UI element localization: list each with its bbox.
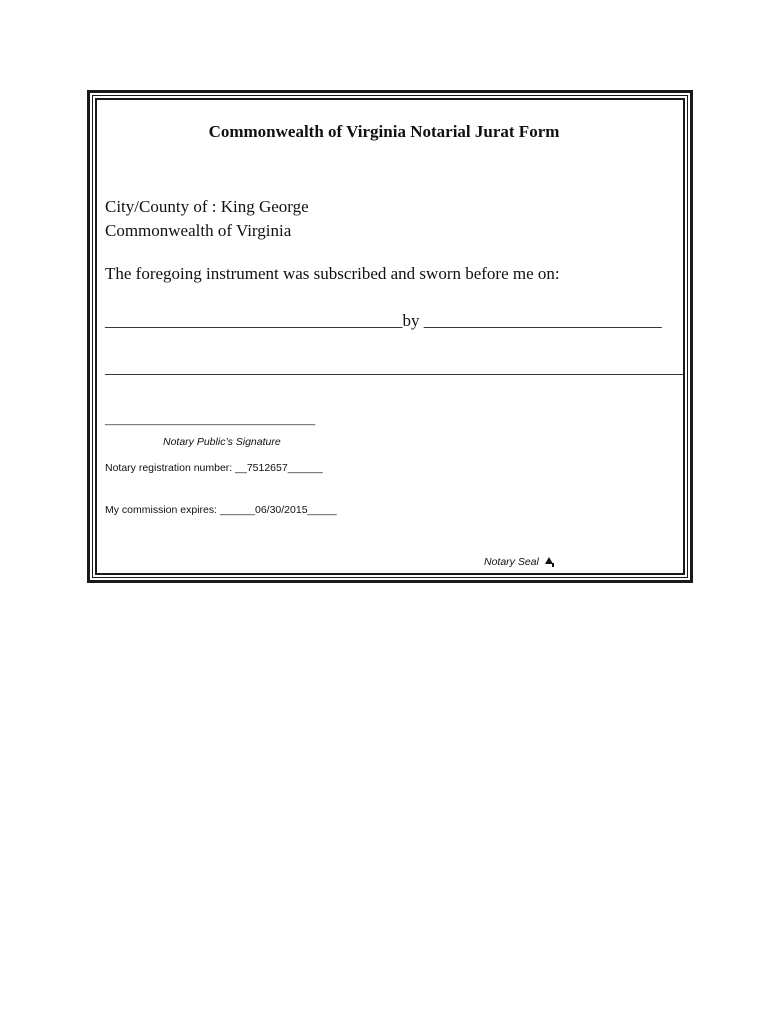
name-blank-line: ____________________________________________________________________	[105, 358, 683, 377]
notary-seal-text: Notary Seal	[484, 556, 539, 568]
signature-caption: Notary Public’s Signature	[163, 436, 281, 448]
commission-expires-line: My commission expires: ______06/30/2015_____	[105, 504, 337, 516]
city-county-line: City/County of : King George	[105, 197, 309, 216]
state-line: Commonwealth of Virginia	[105, 221, 292, 240]
arrow-up-icon	[545, 557, 553, 564]
form-title: Commonwealth of Virginia Notarial Jurat Form	[208, 122, 560, 141]
sworn-statement: The foregoing instrument was subscribed and sworn before me on:	[105, 264, 560, 283]
date-by-blank-line: ___________________________________by ____________________________	[105, 311, 662, 330]
registration-number-line: Notary registration number: __7512657______	[105, 462, 323, 474]
signature-blank-line: ____________________________________	[105, 414, 316, 426]
notary-seal-label	[484, 556, 553, 568]
